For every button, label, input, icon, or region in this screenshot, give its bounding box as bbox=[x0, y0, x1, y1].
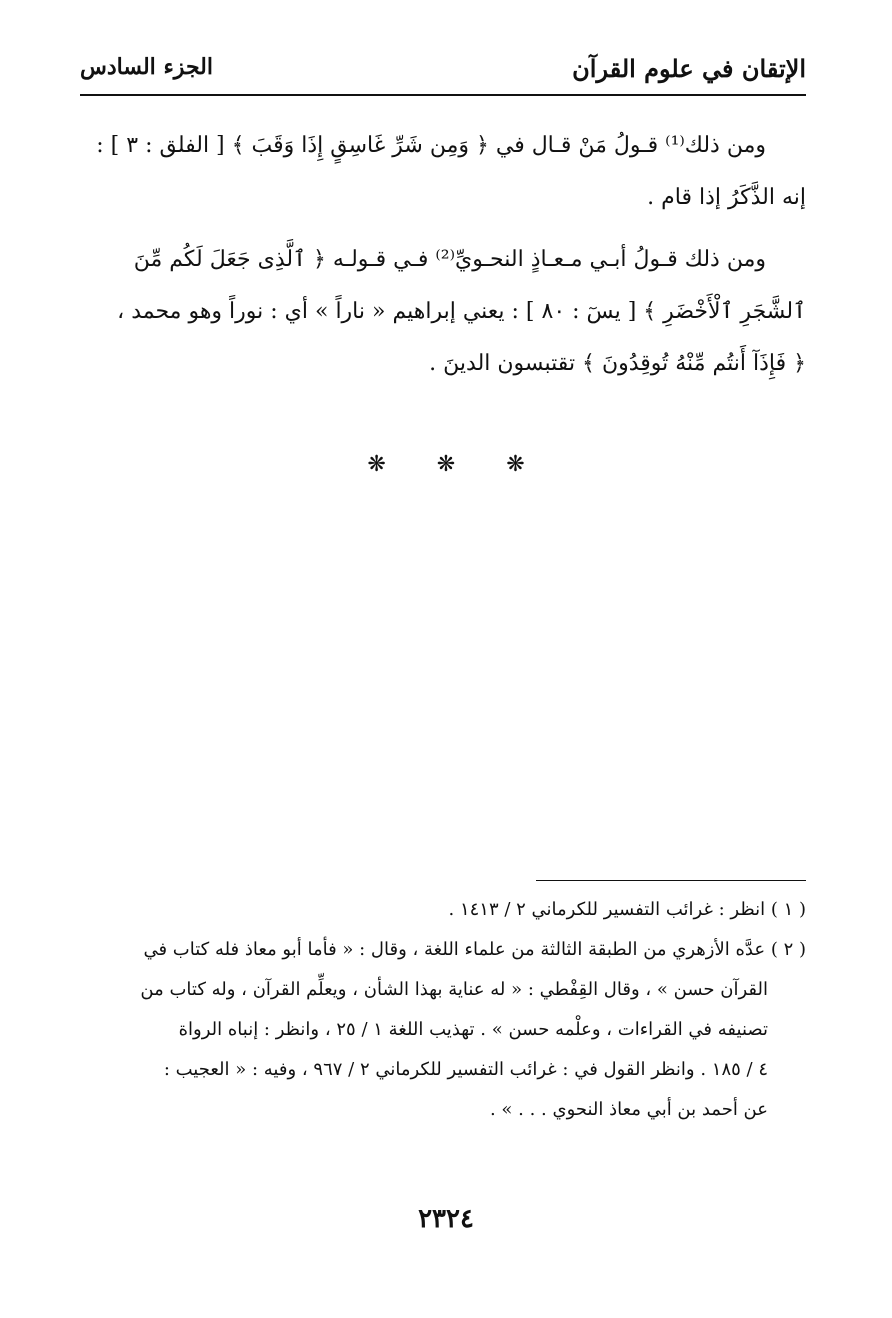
separator-star-icon: ❋ bbox=[506, 452, 525, 477]
part-label: الجزء السادس bbox=[80, 54, 213, 80]
footnote-rule bbox=[536, 880, 806, 881]
footnote-1: ( ١ ) انظر : غرائب التفسير للكرماني ٢ / ١٤١٣ . bbox=[448, 899, 806, 920]
paragraph-2-line-3: ﴿ فَإِذَآ أَنتُم مِّنْهُ تُوقِدُونَ ﴾ تقتبسون الدينَ . bbox=[429, 351, 806, 376]
section-separator bbox=[0, 452, 892, 477]
footnote-2-line-3: تصنيفه في القراءات ، وعلْمه حسن » . تهذيب اللغة ١ / ٢٥ ، وانظر : إنباه الرواة bbox=[178, 1019, 768, 1040]
footnotes bbox=[86, 890, 806, 1130]
page-number: ٢٣٢٤ bbox=[418, 1204, 474, 1234]
separator-star-icon: ❋ bbox=[367, 452, 386, 477]
separator-star-icon: ❋ bbox=[436, 452, 456, 477]
footnote-2-line-5: عن أحمد بن أبي معاذ النحوي . . . » . bbox=[489, 1099, 768, 1120]
running-header bbox=[80, 50, 806, 90]
footnote-2 bbox=[86, 930, 806, 1130]
paragraph-1-line-2: إنه الذَّكَرُ إذا قام . bbox=[647, 185, 806, 210]
main-text bbox=[82, 120, 806, 400]
paragraph-1-line-1: ومن ذلك⁽¹⁾ قـولُ مَنْ قـال في ﴿ وَمِن شَرِّ غَاسِقٍ إِذَا وَقَبَ ﴾ [ الفلق : ٣ ] : bbox=[96, 133, 766, 158]
header-rule bbox=[80, 94, 806, 96]
paragraph-2 bbox=[82, 234, 806, 390]
book-title: الإتقان في علوم القرآن bbox=[572, 54, 806, 83]
footnote-2-line-1: ( ٢ ) عدَّه الأزهري من الطبقة الثالثة من علماء اللغة ، وقال : « فأما أبو معاذ فله كتاب في bbox=[143, 939, 806, 960]
paragraph-1 bbox=[82, 120, 806, 224]
paragraph-2-line-2: ٱلشَّجَرِ ٱلْأَخْضَرِ ﴾ [ يسٓ : ٨٠ ] : يعني إبراهيم « ناراً » أي : نوراً وهو محمد ، bbox=[117, 299, 806, 324]
footnote-2-line-2: القرآن حسن » ، وقال القِفْطي : « له عناية بهذا الشأن ، ويعلِّم القرآن ، وله كتاب من bbox=[140, 979, 768, 1000]
footnote-2-line-4: ٤ / ١٨٥ . وانظر القول في : غرائب التفسير للكرماني ٢ / ٩٦٧ ، وفيه : « العجيب : bbox=[163, 1059, 768, 1080]
paragraph-2-line-1: ومن ذلك قـولُ أبـي مـعـاذٍ النحـويِّ⁽²⁾ فـي قـولـه ﴿ ٱلَّذِى جَعَلَ لَكُم مِّنَ bbox=[133, 247, 766, 272]
